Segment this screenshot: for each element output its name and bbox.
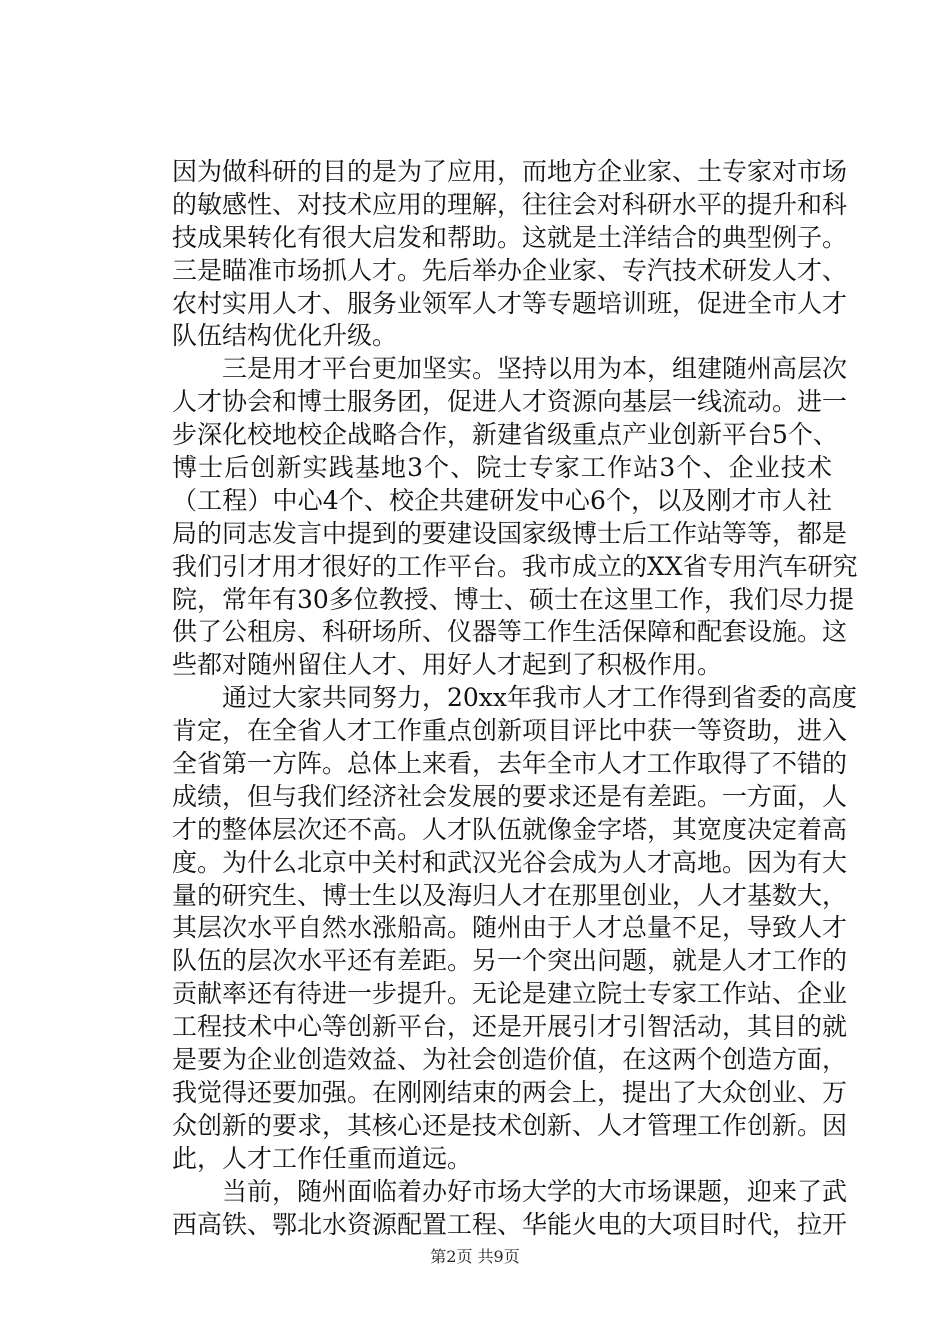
text-line: 院，常年有30多位教授、博士、硕士在这里工作，我们尽力提 xyxy=(172,584,854,614)
text-line: 通过大家共同努力，20xx年我市人才工作得到省委的高度 xyxy=(222,683,858,713)
text-line: 因为做科研的目的是为了应用，而地方企业家、土专家对市场 xyxy=(172,157,848,186)
text-line: （工程）中心4个、校企共建研发中心6个，以及刚才市人社 xyxy=(172,485,832,515)
text-line: 农村实用人才、服务业领军人才等专题培训班，促进全市人才 xyxy=(172,288,848,318)
text-line: 三是瞄准市场抓人才。先后举办企业家、专汽技术研发人才、 xyxy=(172,255,848,285)
text-line: 全省第一方阵。总体上来看，去年全市人才工作取得了不错的 xyxy=(172,749,848,779)
text-line: 是要为企业创造效益、为社会创造价值，在这两个创造方面， xyxy=(172,1045,848,1075)
text-line: 博士后创新实践基地3个、院士专家工作站3个、企业技术 xyxy=(172,453,832,483)
text-line: 些都对随州留住人才、用好人才起到了积极作用。 xyxy=(172,650,723,680)
text-line: 供了公租房、科研场所、仪器等工作生活保障和配套设施。这 xyxy=(172,617,848,647)
text-line: 队伍结构优化升级。 xyxy=(172,321,398,351)
text-line: 才的整体层次还不高。人才队伍就像金字塔，其宽度决定着高 xyxy=(172,814,848,844)
text-line: 队伍的层次水平还有差距。另一个突出问题，就是人才工作的 xyxy=(172,946,848,976)
text-line: 量的研究生、博士生以及海归人才在那里创业，人才基数大， xyxy=(172,880,848,910)
text-line: 局的同志发言中提到的要建设国家级博士后工作站等等，都是 xyxy=(172,518,848,548)
text-line: 人才协会和博士服务团，促进人才资源向基层一线流动。进一 xyxy=(172,387,848,417)
text-line: 三是用才平台更加坚实。坚持以用为本，组建随州高层次 xyxy=(222,354,848,384)
text-line: 众创新的要求，其核心还是技术创新、人才管理工作创新。因 xyxy=(172,1110,848,1140)
document-body xyxy=(172,156,858,1241)
text-line: 贡献率还有待进一步提升。无论是建立院士专家工作站、企业 xyxy=(172,979,848,1009)
text-line: 此，人才工作任重而道远。 xyxy=(172,1143,473,1173)
text-line: 技成果转化有很大启发和帮助。这就是土洋结合的典型例子。 xyxy=(172,222,848,252)
text-line: 工程技术中心等创新平台，还是开展引才引智活动，其目的就 xyxy=(172,1012,848,1042)
text-line: 肯定，在全省人才工作重点创新项目评比中获一等资助，进入 xyxy=(172,716,848,746)
text-line: 其层次水平自然水涨船高。随州由于人才总量不足，导致人才 xyxy=(172,913,848,943)
page-number-footer: 第2页 共9页 xyxy=(430,1247,520,1266)
text-line: 成绩，但与我们经济社会发展的要求还是有差距。一方面，人 xyxy=(172,781,848,811)
text-line: 的敏感性、对技术应用的理解，往往会对科研水平的提升和科 xyxy=(172,189,848,219)
text-line: 步深化校地校企战略合作，新建省级重点产业创新平台5个、 xyxy=(172,420,838,450)
text-line: 当前，随州面临着办好市场大学的大市场课题，迎来了武 xyxy=(222,1176,848,1206)
text-line: 我觉得还要加强。在刚刚结束的两会上，提出了大众创业、万 xyxy=(172,1077,848,1107)
text-line: 我们引才用才很好的工作平台。我市成立的XX省专用汽车研究 xyxy=(172,551,858,581)
text-line: 度。为什么北京中关村和武汉光谷会成为人才高地。因为有大 xyxy=(172,847,848,877)
text-line: 西高铁、鄂北水资源配置工程、华能火电的大项目时代，拉开 xyxy=(172,1209,848,1239)
